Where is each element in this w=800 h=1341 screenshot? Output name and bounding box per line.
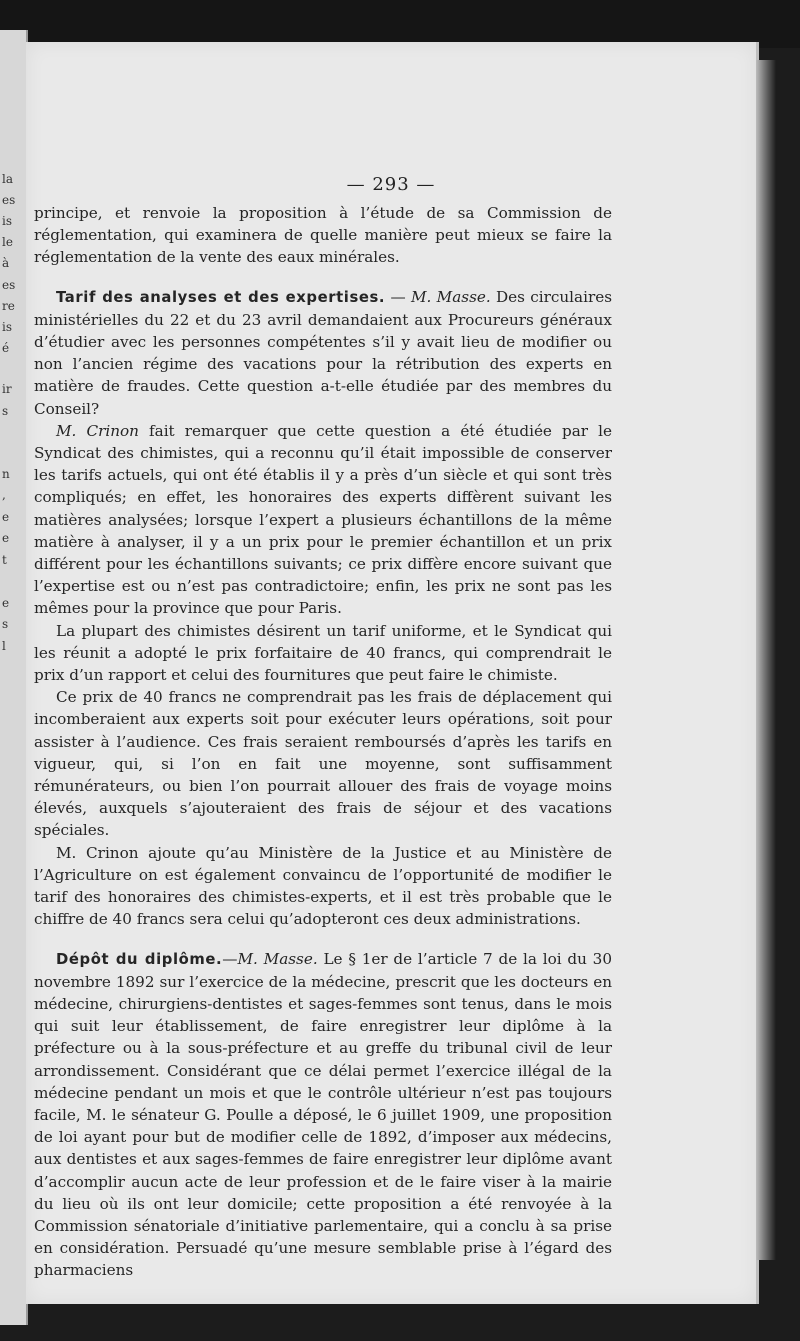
left-fragment: n: [2, 467, 10, 481]
paragraph: [34, 842, 612, 931]
heading-separator: —: [222, 949, 238, 968]
page-edge-shadow: [756, 60, 776, 1260]
left-fragment: s: [2, 617, 9, 631]
speaker-name: M. Masse.: [410, 287, 491, 306]
book-page: [26, 42, 759, 1304]
section-paragraph: [34, 948, 612, 1282]
left-fragment: la: [2, 172, 13, 186]
left-fragment: t: [2, 553, 7, 567]
left-fragment: ,: [2, 488, 6, 502]
left-fragment: es: [2, 193, 16, 207]
paragraph-text: fait remarquer que cette question a été étudiée par le Syndicat des chimistes, qui a reconnu qu’il était impossible de conserver les tarifs actuels, qui ont été établis il y a près d’un siècle et qui sont très compliqués; en effet, les honoraires des experts diffèrent suivant les matières analysées; lorsque l’expert a plusieurs échantillons de la même matière à analyser, il y a un prix pour le premier échantillon et un prix différent pour les échantillons suivants; ce prix diffère encore suivant que l’expertise est ou n’est pas contradictoire; enfin, les prix ne sont pas les mêmes pour la province que pour Paris.: [34, 421, 612, 618]
left-fragment: é: [2, 341, 10, 355]
paragraph: [34, 420, 612, 620]
section-heading: Tarif des analyses et des expertises.: [56, 288, 386, 306]
left-fragment: is: [2, 214, 12, 228]
scan-background-top: [0, 0, 800, 48]
speaker-name: M. Masse.: [237, 949, 318, 968]
left-fragment: es: [2, 278, 16, 292]
paragraph-text: principe, et renvoie la proposition à l’étude de sa Commission de réglementation, qui examinera de quelle manière peut mieux se faire la réglementation de la vente des eaux minérales.: [34, 204, 612, 267]
left-fragment: le: [2, 235, 13, 249]
paragraph: [34, 620, 612, 687]
page-body: [34, 202, 612, 1282]
left-fragment: is: [2, 320, 12, 334]
section-heading: Dépôt du diplôme.: [56, 950, 223, 968]
speaker-name: M. Crinon: [56, 421, 139, 440]
left-fragment: s: [2, 404, 9, 418]
left-fragment: e: [2, 596, 10, 610]
left-fragment: à: [2, 256, 10, 270]
left-fragment: ir: [2, 382, 12, 396]
left-fragment: e: [2, 510, 10, 524]
section-paragraph: [34, 286, 612, 420]
paragraph-text: La plupart des chimistes désirent un tarif uniforme, et le Syndicat qui les réunit a adopté le prix forfaitaire de 40 francs, qui comprendrait le prix d’un rapport et celui des fournitures que peut faire le chimiste.: [34, 621, 612, 685]
paragraph: [34, 202, 612, 269]
left-fragment: l: [2, 639, 6, 653]
page-number: — 293 —: [346, 174, 436, 195]
left-fragment: e: [2, 531, 10, 545]
paragraph-text: Des circulaires ministérielles du 22 et du 23 avril demandaient aux Procureurs généraux d’étudier avec les personnes compétentes s’il y avait lieu de modifier ou non l’ancien régime des vacations pour la rétribution des experts en matière de fraudes. Cette question a-t-elle étudiée par des membres du Conseil?: [34, 287, 612, 418]
heading-separator: —: [385, 287, 411, 306]
paragraph-text: Ce prix de 40 francs ne comprendrait pas les frais de déplacement qui incomberaient aux experts soit pour exécuter leurs opérations, soit pour assister à l’audience. Ces frais seraient remboursés d’après les tarifs en vigueur, qui, si l’on en fait une moyenne, sont suffisamment rémunérateurs, ou bien l’on pourrait allouer des frais de voyage moins élevés, auxquels s’ajouteraient des frais de séjour et des vacations spéciales.: [34, 688, 612, 840]
left-fragment: re: [2, 299, 15, 313]
paragraph-text: M. Crinon ajoute qu’au Ministère de la Justice et au Ministère de l’Agriculture on est également convaincu de l’opportunité de modifier le tarif des honoraires des chimistes-experts, et il est très probable que le chiffre de 40 francs sera celui qu’adopteront ces deux administrations.: [34, 843, 612, 929]
paragraph-text: Le § 1er de l’article 7 de la loi du 30 novembre 1892 sur l’exercice de la médecine, prescrit que les docteurs en médecine, chirurgiens-dentistes et sages-femmes sont tenus, dans le mois qui suit leur établissement, de faire enregistrer leur diplôme à la préfecture ou à la sous-préfecture et au greffe du tribunal civil de leur arrondissement. Considérant que ce délai permet l’exercice illégal de la médecine pendant un mois et que le contrôle ultérieur n’est pas toujours facile, M. le sénateur G. Poulle a déposé, le 6 juillet 1909, une proposition de loi ayant pour but de modifier celle de 1892, d’imposer aux médecins, aux dentistes et aux sages-femmes de faire enregistrer leur diplôme avant d’accomplir aucun acte de leur profession et de le faire viser à la mairie du lieu où ils ont leur domicile; cette proposition a été renvoyée à la Commission sénatoriale d’initiative parlementaire, qui a conclu à sa prise en considération. Persuadé qu’une mesure semblable prise à l’égard des pharmaciens: [34, 949, 612, 1280]
left-page-strip: [0, 30, 28, 1325]
paragraph: [34, 686, 612, 841]
